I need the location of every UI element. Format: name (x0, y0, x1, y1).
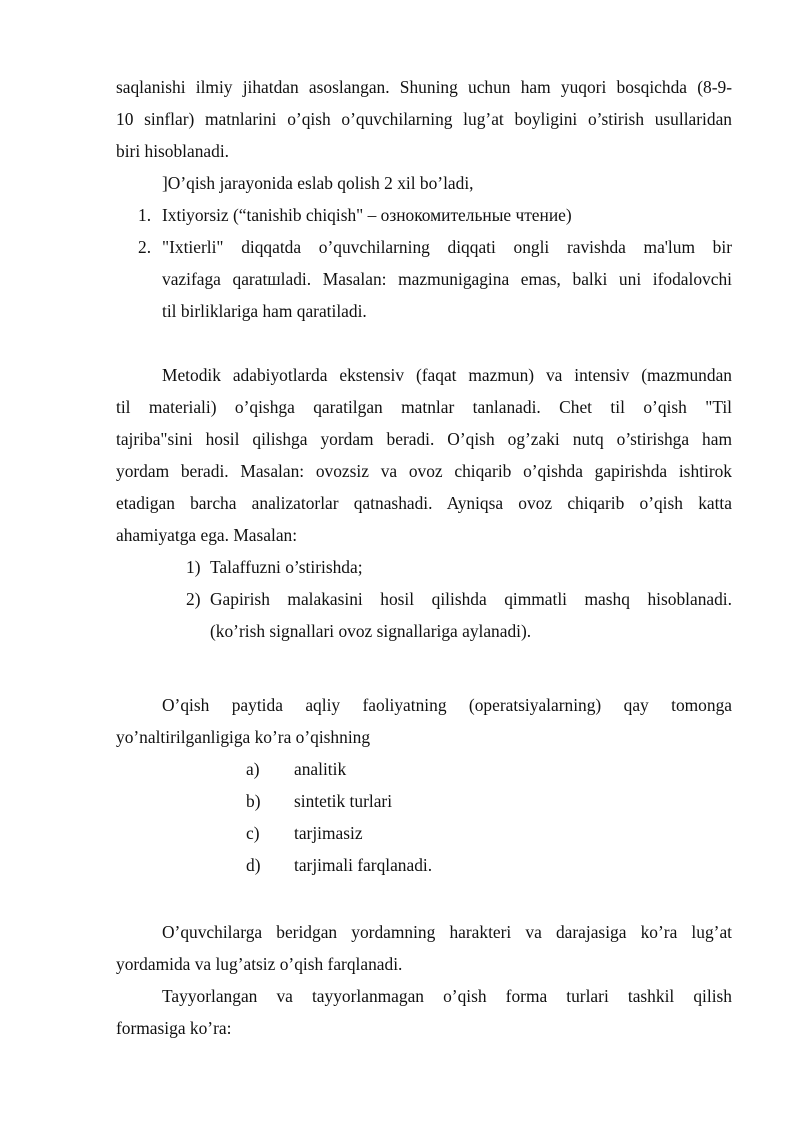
text-line: yo’naltirilganligiga ko’ra o’qishning (116, 727, 371, 747)
list-letter: d) (246, 855, 261, 875)
text-line: Metodik adabiyotlarda ekstensiv (faqat mazmun) va intensiv (mazmundan (162, 365, 732, 385)
text-line: O’qish paytida aqliy faoliyatning (operatsiyalarning) qay tomonga (162, 695, 732, 715)
text-line: 10 sinflar) matnlarini o’qish o’quvchilarning lug’at boyligini o’stirish usullaridan (116, 109, 732, 129)
list-item-text: "Ixtierli" diqqatda o’quvchilarning diqqati ongli ravishda ma'lum bir (162, 237, 732, 257)
list-letter: b) (246, 791, 261, 811)
text-line: etadigan barcha analizatorlar qatnashadi. Ayniqsa ovoz chiqarib o’qish katta (116, 493, 732, 513)
list-number: 1. (138, 205, 152, 225)
list-item-text: Gapirish malakasini hosil qilishda qimmatli mashq hisoblanadi. (210, 589, 732, 609)
text-line: ahamiyatga ega. Masalan: (116, 525, 298, 545)
list-item-text: Ixtiyorsiz (“tanishib chiqish" – ознокомительные чтение) (162, 205, 572, 225)
list-item-text: Talaffuzni o’stirishda; (210, 557, 363, 577)
list-item-text: tarjimasiz (294, 823, 363, 843)
text-line: yordamida va lug’atsiz o’qish farqlanadi. (116, 954, 403, 974)
list-item-text: analitik (294, 759, 347, 779)
list-number: 2. (138, 237, 152, 257)
list-item-text: (ko’rish signallari ovoz signallariga aylanadi). (210, 621, 532, 641)
text-line: yordam beradi. Masalan: ovozsiz va ovoz chiqarib o’qishda gapirishda ishtirok (116, 461, 732, 481)
text-line: Tayyorlangan va tayyorlanmagan o’qish forma turlari tashkil qilish (162, 986, 732, 1006)
list-item-text: tarjimali farqlanadi. (294, 855, 433, 875)
text-line: tajriba"sini hosil qilishga yordam beradi. O’qish og’zaki nutq o’stirishga ham (116, 429, 732, 449)
list-item-text: til birliklariga ham qaratiladi. (162, 301, 367, 321)
list-letter: c) (246, 823, 260, 843)
list-letter: a) (246, 759, 260, 779)
list-item-text: vazifaga qaratшladi. Masalan: mazmunigagina emas, balki uni ifodalovchi (162, 269, 732, 289)
text-line: saqlanishi ilmiy jihatdan asoslangan. Shuning uchun ham yuqori bosqichda (8-9- (116, 77, 732, 97)
text-line: til materiali) o’qishga qaratilgan matnlar tanlanadi. Chet til o’qish "Til (116, 397, 732, 417)
list-item-text: sintetik turlari (294, 791, 393, 811)
text-line: formasiga ko’ra: (116, 1018, 232, 1038)
list-number: 1) (186, 557, 201, 577)
list-number: 2) (186, 589, 201, 609)
text-line: O’quvchilarga beridgan yordamning harakteri va darajasiga ko’ra lug’at (162, 922, 732, 942)
text-line: biri hisoblanadi. (116, 141, 230, 161)
paragraph-memory-types: ]O’qish jarayonida eslab qolish 2 xil bo’ladi, (162, 173, 474, 193)
